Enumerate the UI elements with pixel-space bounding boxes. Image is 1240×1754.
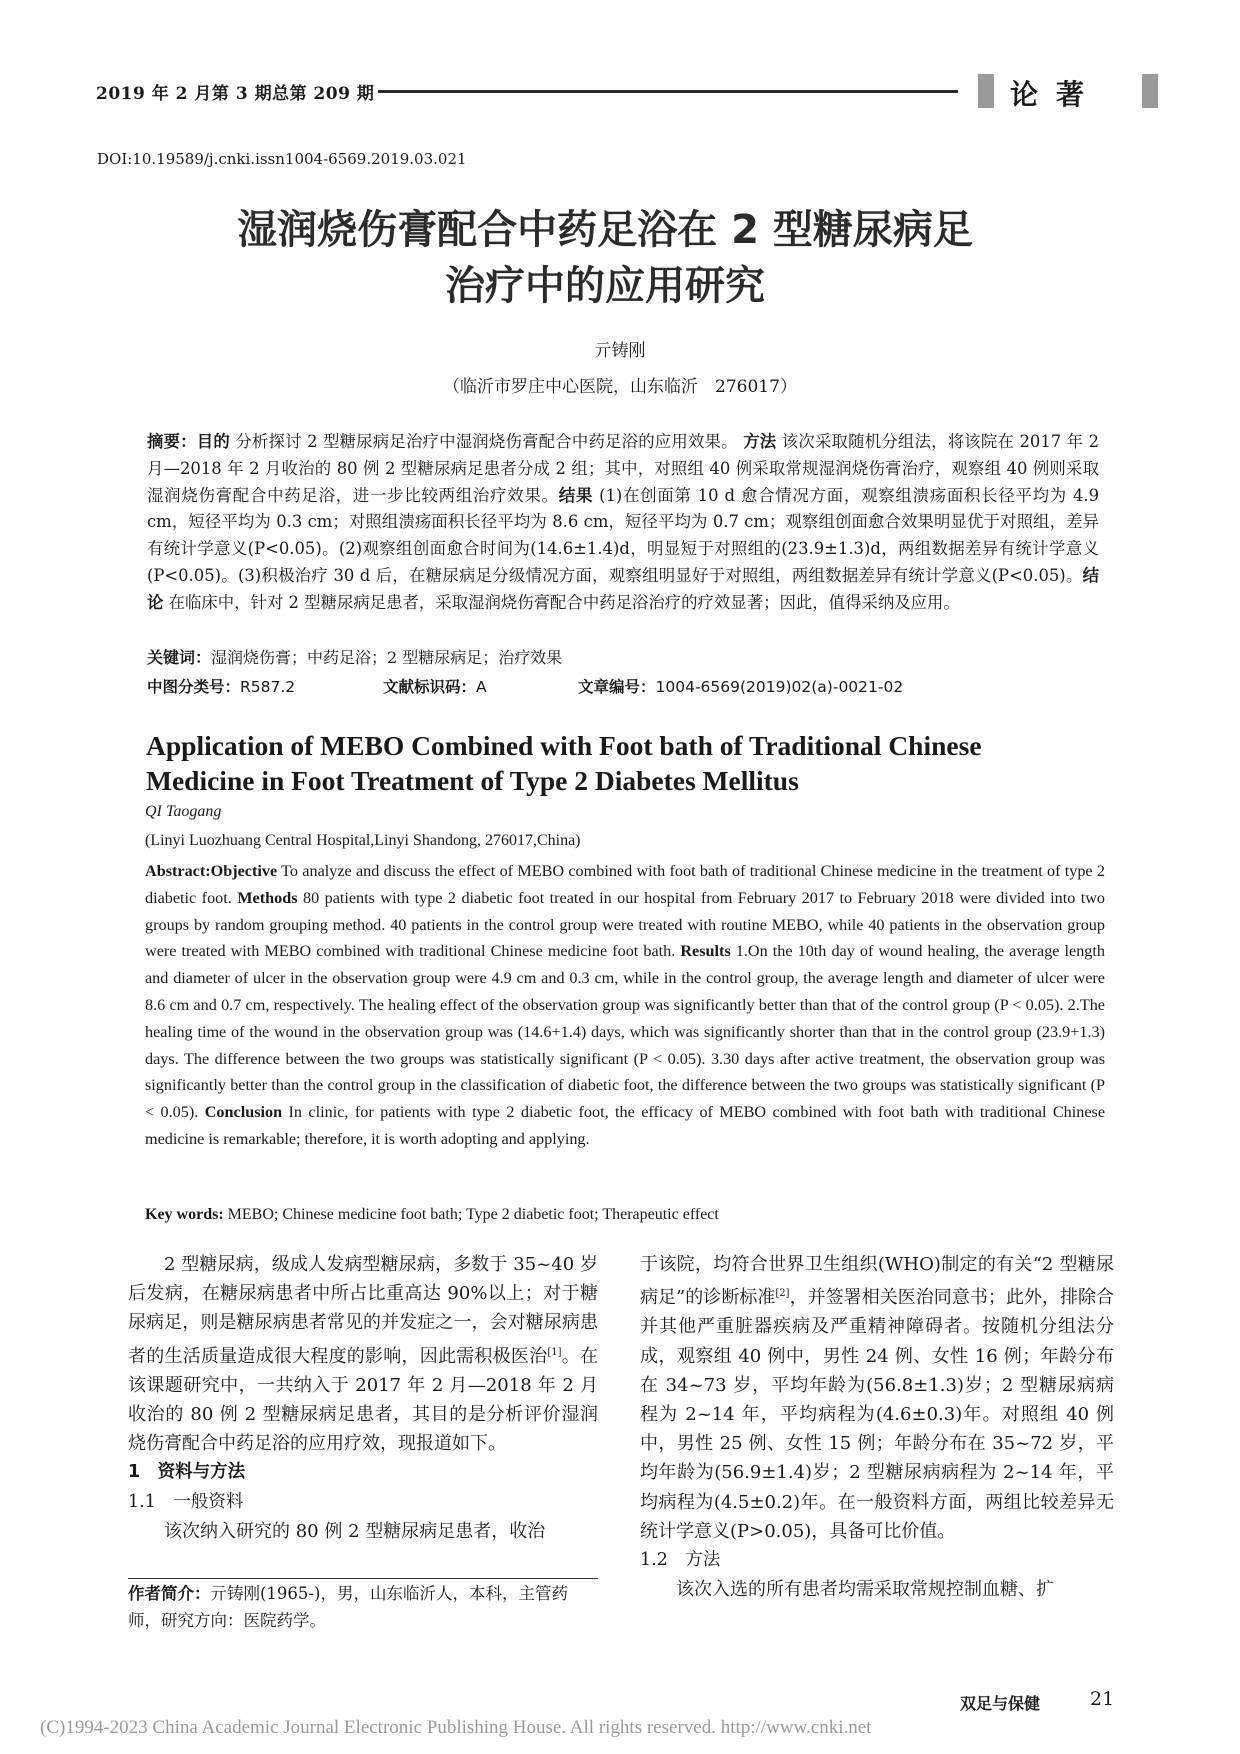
- journal-name: 双足与保健: [960, 1694, 1041, 1713]
- abstract-cn-objective-label: 目的: [196, 432, 230, 451]
- intro-paragraph: 2 型糖尿病，级成人发病型糖尿病，多数于 35~40 岁后发病，在糖尿病患者中所占比重高达 90%以上；对于糖尿病足，则是糖尿病患者常见的并发症之一，会对糖尿病患者的生活质量造成很大程度的影响，因此需积极医治[1]。在该课题研究中，一共纳入于 2017 年 2 月—2018 年 2 月收治的 80 例 2 型糖尿病足患者，其目的是分析评价湿润烧伤膏配合中药足浴的应用疗效，现报道如下。: [128, 1254, 598, 1455]
- keywords-cn-text: 湿润烧伤膏；中药足浴；2 型糖尿病足；治疗效果: [211, 648, 563, 667]
- footnote-label: 作者简介：: [128, 1584, 211, 1603]
- abstract-cn-conclusion-label: 结论: [147, 565, 1099, 612]
- author-en: QI Taogang: [145, 803, 222, 820]
- body-right-column: [640, 1250, 1114, 1604]
- keywords-en-label: Key words:: [145, 1206, 224, 1223]
- clc-number: 中图分类号：R587.2: [147, 678, 296, 696]
- author-footnote: [128, 1580, 598, 1634]
- article-number: 文章编号：1004-6569(2019)02(a)-0021-02: [578, 678, 904, 696]
- keywords-en-text: MEBO; Chinese medicine foot bath; Type 2 diabetic foot; Therapeutic effect: [223, 1206, 719, 1223]
- header-rule: [378, 90, 958, 93]
- title-cn-line2: 治疗中的应用研究: [445, 263, 765, 309]
- title-cn-line1: 湿润烧伤膏配合中药足浴在 2 型糖尿病足: [237, 207, 973, 253]
- general-data-continued: 于该院，均符合世界卫生组织(WHO)制定的有关“2 型糖尿病足”的诊断标准[2]，并签署相关医治同意书；此外，排除合并其他严重脏器疾病及严重精神障碍者。按随机分组法分成，观察组 40 例中，男性 24 例、女性 16 例；年龄分布在 34~73 岁，平均年龄为(56.8±1.3)岁；2 型糖尿病病程为 2~14 年，平均病程为(4.6±0.3)年。对照组 40 例中，男性 25 例、女性 15 例；年龄分布在 35~72 岁，平均年龄为(56.9±1.4)岁；2 型糖尿病病程为 2~14 年，平均病程为(4.5±0.2)年。在一般资料方面，两组比较差异无统计学意义(P>0.05)，具备可比价值。: [640, 1254, 1115, 1542]
- abstract-cn: [147, 429, 1099, 617]
- section-heading-1: 1 资料与方法: [128, 1462, 246, 1483]
- section-bar-right: [1142, 74, 1158, 108]
- reference-2: [2]: [775, 1288, 790, 1300]
- section-label: 论著: [1010, 78, 1103, 111]
- abstract-cn-conclusion: 在临床中，针对 2 型糖尿病足患者，采取湿润烧伤膏配合中药足浴治疗的疗效显著；因此，值得采纳及应用。: [163, 592, 960, 612]
- affiliation-cn: （临沂市罗庄中心医院，山东临沂 276017）: [443, 377, 797, 397]
- copyright-line: (C)1994-2023 China Academic Journal Electronic Publishing House. All rights reserved. http://www.cnki.net: [40, 1717, 872, 1738]
- affiliation-en: (Linyi Luozhuang Central Hospital,Linyi Shandong, 276017,China): [145, 832, 581, 849]
- keywords-cn-label: 关键词：: [147, 648, 212, 667]
- abstract-en-conclusion: In clinic, for patients with type 2 diabetic foot, the efficacy of MEBO combined with foot bath with traditional Chinese medicine is remarkable; therefore, it is worth adopting and applying.: [145, 1103, 1106, 1148]
- footnote-rule: [128, 1578, 598, 1579]
- abstract-en-methods-label: Methods: [237, 888, 298, 907]
- abstract-cn-results: (1)在创面第 10 d 愈合情况方面，观察组溃疡面积长径平均为 4.9 cm，短径平均为 0.3 cm；对照组溃疡面积长径平均为 8.6 cm，短径平均为 0.7 cm；观察组创面愈合效果明显优于对照组，差异有统计学意义(P<0.05)。(2)观察组创面愈合时间为(14.6±1.4)d，明显短于对照组的(23.9±1.3)d，两组数据差异有统计学意义(P<0.05)。(3)积极治疗 30 d 后，在糖尿病足分级情况方面，观察组明显好于对照组，两组数据差异有统计学意义(P<0.05)。: [147, 485, 1100, 585]
- title-en-line1: Application of MEBO Combined with Foot bath of Traditional Chinese: [146, 730, 982, 761]
- subsection-heading-1-1: 1.1 一般资料: [128, 1491, 244, 1512]
- keywords-cn: [147, 645, 1099, 668]
- abstract-en-results-label: Results: [680, 942, 731, 961]
- doi: DOI:10.19589/j.cnki.issn1004-6569.2019.03.021: [97, 150, 467, 168]
- abstract-en-results: 1.On the 10th day of wound healing, the average length and diameter of ulcer in the observation group were 4.9 cm and 0.3 cm, while in the control group, the average length and diameter of ulcer were 8.6 cm and 0.7 cm, respectively. The healing effect of the observation group was significantly better than that of the control group (P < 0.05). 2.The healing time of the wound in the observation group was (14.6+1.4) days, which was significantly shorter than that in the control group (23.9+1.3) days. The difference between the two groups was statistically significant (P < 0.05). 3.30 days after active treatment, the observation group was significantly better than the control group in the classification of diabetic foot, the difference between the two groups was statistically significant (P < 0.05).: [145, 942, 1105, 1122]
- abstract-cn-label: 摘要：: [147, 432, 197, 451]
- abstract-cn-methods-label: 方法: [743, 432, 777, 451]
- methods-paragraph: 该次入选的所有患者均需采取常规控制血糖、扩: [676, 1579, 1054, 1601]
- title-en-line2: Medicine in Foot Treatment of Type 2 Diabetes Mellitus: [146, 765, 799, 796]
- issue-info: 2019 年 2 月第 3 期总第 209 期: [96, 84, 375, 104]
- abstract-en: [145, 858, 1105, 1153]
- abstract-cn-methods: 该次采取随机分组法，将该院在 2017 年 2 月—2018 年 2 月收治的 80 例 2 型糖尿病足患者分成 2 组；其中，对照组 40 例采取常规湿润烧伤膏治疗，观察组 40 例则采取湿润烧伤膏配合中药足浴，进一步比较两组治疗效果。: [147, 432, 1100, 505]
- section-bar-left: [978, 74, 994, 108]
- subsection-heading-1-2: 1.2 方法: [640, 1550, 721, 1571]
- document-code: 文献标识码：A: [383, 678, 487, 696]
- page-number: 21: [1090, 1688, 1115, 1710]
- general-data-paragraph: 该次纳入研究的 80 例 2 型糖尿病足患者，收治: [164, 1520, 546, 1542]
- abstract-en-methods: 80 patients with type 2 diabetic foot treated in our hospital from February 2017 to February 2018 were divided into two groups by random grouping method. 40 patients in the control group were treated with routine MEBO, while 40 patients in the observation group were treated with MEBO combined with traditional Chinese medicine foot bath.: [145, 888, 1106, 961]
- abstract-en-label: Abstract:: [145, 862, 211, 880]
- keywords-en: [145, 1206, 719, 1224]
- reference-1: [1]: [547, 1346, 562, 1358]
- footnote-text: 亓铸刚(1965-)，男，山东临沂人，本科，主管药师，研究方向：医院药学。: [128, 1584, 568, 1630]
- author-cn: 亓铸刚: [594, 341, 646, 361]
- abstract-en-objective: To analyze and discuss the effect of MEBO combined with foot bath of traditional Chinese medicine in the treatment of type 2 diabetic foot.: [145, 862, 1105, 907]
- abstract-en-conclusion-label: Conclusion: [204, 1103, 283, 1122]
- abstract-cn-results-label: 结果: [558, 485, 594, 505]
- body-left-column: [128, 1250, 598, 1546]
- abstract-en-objective-label: Objective: [210, 862, 278, 880]
- abstract-cn-objective: 分析探讨 2 型糖尿病足治疗中湿润烧伤膏配合中药足浴的应用效果。: [229, 432, 738, 451]
